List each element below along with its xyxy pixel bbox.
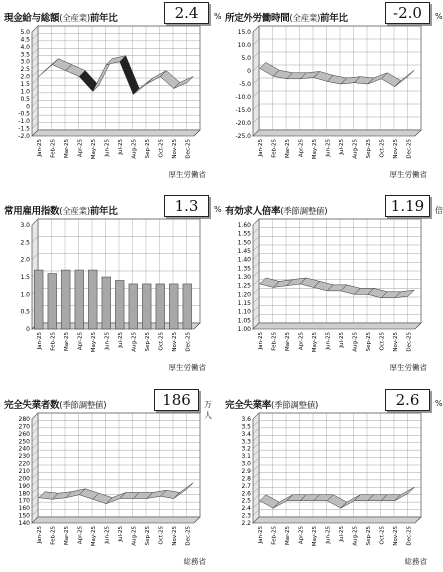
chart-panel-4 [225,193,443,375]
y-tick-label: 3.4 [241,430,251,438]
source-label: 厚生労働省 [389,170,427,179]
x-tick-label: Sep-25 [144,332,151,352]
x-tick-label: Aug-25 [131,526,138,546]
y-tick-label: 5.0 [20,29,30,36]
y-tick-label: 280 [18,416,30,423]
y-tick-label: 3.1 [241,453,251,461]
y-tick-label: 1.15 [237,300,251,307]
bar [48,274,57,329]
x-tick-label: May-25 [311,139,318,160]
y-tick-label: 2.8 [241,475,251,483]
x-tick-label: Mar-25 [284,139,291,159]
source-label: 総務省 [404,557,427,566]
x-tick-label: Mar-25 [63,139,70,159]
bar [142,284,151,329]
y-tick-label: 1.25 [237,282,251,290]
y-tick-label: 230 [18,453,30,461]
x-tick-label: Sep-25 [365,139,372,159]
unit-label: % [435,399,443,408]
bar [115,280,124,329]
x-tick-label: Oct-25 [379,332,386,351]
chart-svg [225,217,425,367]
y-tick-label: 1.5 [20,274,30,281]
x-tick-label: Nov-25 [171,526,178,546]
x-tick-label: Jul-25 [117,332,124,348]
source-label: 総務省 [183,557,206,566]
x-tick-label: May-25 [90,332,97,353]
y-tick-label: 1.40 [237,256,251,264]
x-tick-label: Mar-25 [63,526,70,546]
x-tick-label: Jul-25 [338,332,345,348]
x-tick-label: Jun-25 [104,139,111,157]
y-tick-label: 1.55 [237,230,251,238]
bar [169,284,178,329]
chart-panel-6 [225,387,443,569]
y-tick-label: 2.3 [241,512,251,520]
x-tick-label: Feb-25 [50,332,57,351]
x-tick-label: Dec-25 [185,139,192,159]
y-tick-label: -20.0 [235,120,251,127]
x-tick-label: Apr-25 [77,332,84,351]
x-tick-label: Dec-25 [406,332,413,352]
x-tick-label: Aug-25 [131,332,138,352]
y-tick-label: 0 [26,103,30,111]
x-tick-label: Sep-25 [144,139,151,159]
chart-panel-2 [225,0,443,182]
x-tick-label: Aug-25 [352,332,359,352]
bar [183,284,192,329]
x-tick-label: May-25 [90,526,97,547]
bar [75,270,84,329]
latest-value: 1.19 [385,195,430,217]
unit-label: 万人 [204,400,212,420]
y-tick-label: 1.0 [20,291,30,299]
latest-value: 2.4 [164,2,209,24]
x-tick-label: Jan-25 [36,526,43,544]
source-label: 厚生労働省 [168,363,206,372]
x-tick-label: Feb-25 [271,139,278,158]
y-tick-label: 1.30 [237,274,251,281]
plot-floor [32,130,200,136]
y-tick-label: 2.2 [241,520,251,527]
y-tick-label: -1.0 [18,118,30,126]
y-tick-label: 220 [18,460,30,468]
x-tick-label: Jun-25 [325,526,332,544]
x-tick-label: Nov-25 [392,526,399,546]
plot-floor [253,517,421,523]
x-tick-label: Aug-25 [131,139,138,159]
y-tick-label: 2.0 [20,256,30,264]
y-tick-label: 210 [18,468,30,475]
x-tick-label: Feb-25 [50,139,57,158]
y-tick-label: 1.05 [237,317,251,325]
y-tick-label: 1.5 [20,81,30,88]
x-tick-label: Sep-25 [365,332,372,352]
x-tick-label: Dec-25 [185,332,192,352]
x-tick-label: May-25 [311,332,318,353]
y-tick-label: 0 [26,326,30,333]
y-tick-label: 2.5 [241,497,251,505]
chart-svg [4,217,204,367]
y-tick-label: 3.3 [241,438,251,446]
y-tick-label: 3.2 [241,445,251,453]
x-tick-label: Jul-25 [338,139,345,155]
x-tick-label: Jun-25 [104,332,111,350]
y-tick-label: 4.0 [20,43,30,51]
y-tick-label: -1.5 [18,125,30,133]
plot-floor [253,130,421,136]
chart-panel-1 [4,0,222,182]
x-tick-label: Jan-25 [257,526,264,544]
y-tick-label: 0.5 [20,95,30,103]
y-tick-label: 2.4 [241,505,251,513]
y-tick-label: 3.0 [20,58,30,66]
y-tick-label: 3.5 [20,51,30,59]
y-tick-label: 1.20 [237,291,251,299]
y-tick-label: -0.5 [18,110,30,118]
x-tick-label: Aug-25 [352,139,359,159]
x-tick-label: Jul-25 [338,526,345,542]
x-tick-label: Sep-25 [144,526,151,546]
x-tick-label: Jan-25 [36,139,43,157]
y-tick-label: 1.50 [237,239,251,247]
x-tick-label: Mar-25 [284,332,291,352]
source-label: 厚生労働省 [389,363,427,372]
bar [102,277,111,329]
x-tick-label: Nov-25 [392,139,399,159]
y-tick-label: 190 [18,482,30,490]
plot-floor [253,323,421,329]
chart-panel-5 [4,387,212,569]
y-tick-label: 5.0 [241,55,251,62]
y-tick-label: 15.0 [237,29,251,36]
x-tick-label: Oct-25 [379,139,386,158]
y-tick-label: 3.0 [20,222,30,229]
x-tick-label: Apr-25 [77,526,84,545]
x-tick-label: Oct-25 [158,139,165,158]
x-tick-label: Apr-25 [298,526,305,545]
y-tick-label: 1.10 [237,308,251,316]
latest-value: 186 [154,389,199,411]
y-tick-label: -2.0 [18,133,30,140]
y-tick-label: 140 [18,520,30,527]
chart-title: 常用雇用指数(全産業)前年比 [4,206,118,217]
x-tick-label: Dec-25 [406,526,413,546]
y-tick-label: 170 [18,497,30,505]
x-tick-label: Jan-25 [257,139,264,157]
y-tick-label: 4.5 [20,36,30,44]
x-tick-label: Nov-25 [171,139,178,159]
y-tick-label: -10.0 [235,94,251,101]
x-tick-label: Jul-25 [117,139,124,155]
y-tick-label: 2.5 [20,66,30,74]
y-tick-label: 1.35 [237,265,251,273]
x-tick-label: Dec-25 [406,139,413,159]
x-tick-label: Apr-25 [77,139,84,158]
x-tick-label: Apr-25 [298,139,305,158]
unit-label: 倍 [435,206,443,215]
bar [34,270,43,329]
chart-svg [225,411,425,561]
bar [129,284,138,329]
y-tick-label: 260 [18,430,30,438]
y-tick-label: 160 [18,505,30,513]
x-tick-label: Oct-25 [158,332,165,351]
y-tick-label: 200 [18,475,30,483]
x-tick-label: Nov-25 [171,332,178,352]
y-tick-label: 250 [18,438,30,446]
y-tick-label: 10.0 [237,42,251,49]
unit-label: % [214,205,222,214]
latest-value: 2.6 [385,389,430,411]
unit-label: % [214,12,222,21]
y-tick-label: 2.6 [241,490,251,498]
y-tick-label: 2.7 [241,482,251,490]
x-tick-label: Jun-25 [325,139,332,157]
y-tick-label: 270 [18,423,30,431]
chart-title: 現金給与総額(全産業)前年比 [4,13,118,24]
x-tick-label: May-25 [311,526,318,547]
y-tick-label: -25.0 [235,133,251,140]
y-tick-label: 0 [247,68,251,75]
y-tick-label: 1.60 [237,222,251,229]
unit-label: % [435,12,443,21]
x-tick-label: Jul-25 [117,526,124,542]
chart-svg [4,411,204,561]
x-tick-label: Jan-25 [257,332,264,350]
source-label: 厚生労働省 [168,170,206,179]
x-tick-label: Nov-25 [392,332,399,352]
chart-title: 完全失業者数(季節調整値) [4,400,107,411]
y-tick-label: 0.5 [20,308,30,316]
x-tick-label: Feb-25 [271,332,278,351]
y-tick-label: 240 [18,445,30,453]
chart-panel-3 [4,193,222,375]
y-tick-label: 2.5 [20,239,30,247]
x-tick-label: Apr-25 [298,332,305,351]
bar [88,270,97,329]
x-tick-label: Feb-25 [271,526,278,545]
x-tick-label: Aug-25 [352,526,359,546]
chart-title: 所定外労働時間(全産業)前年比 [225,13,348,24]
x-tick-label: Oct-25 [158,526,165,545]
x-tick-label: Oct-25 [379,526,386,545]
x-tick-label: Sep-25 [365,526,372,546]
y-tick-label: 1.0 [20,88,30,96]
x-tick-label: Dec-25 [185,526,192,546]
x-tick-label: Mar-25 [284,526,291,546]
x-tick-label: Jun-25 [104,526,111,544]
x-tick-label: May-25 [90,139,97,160]
chart-svg [225,24,425,174]
plot-floor [32,517,200,523]
x-tick-label: Mar-25 [63,332,70,352]
x-tick-label: Jun-25 [325,332,332,350]
chart-title: 有効求人倍率(季節調整値) [225,206,328,217]
latest-value: 1.3 [164,195,209,217]
y-tick-label: 150 [18,512,30,520]
latest-value: -2.0 [385,2,430,24]
y-tick-label: 3.5 [241,423,251,431]
chart-svg [4,24,204,174]
y-tick-label: -15.0 [235,107,251,114]
y-tick-label: -5.0 [239,81,251,88]
y-tick-label: 2.0 [20,73,30,81]
y-tick-label: 3.0 [241,460,251,468]
x-tick-label: Feb-25 [50,526,57,545]
bar [61,270,70,329]
x-tick-label: Jan-25 [36,332,43,350]
y-tick-label: 1.00 [237,326,251,333]
y-tick-label: 2.9 [241,468,251,475]
chart-title: 完全失業率(季節調整値) [225,400,319,411]
y-tick-label: 1.45 [237,248,251,255]
bar [156,284,165,329]
y-tick-label: 180 [18,490,30,498]
y-tick-label: 3.6 [241,416,251,423]
